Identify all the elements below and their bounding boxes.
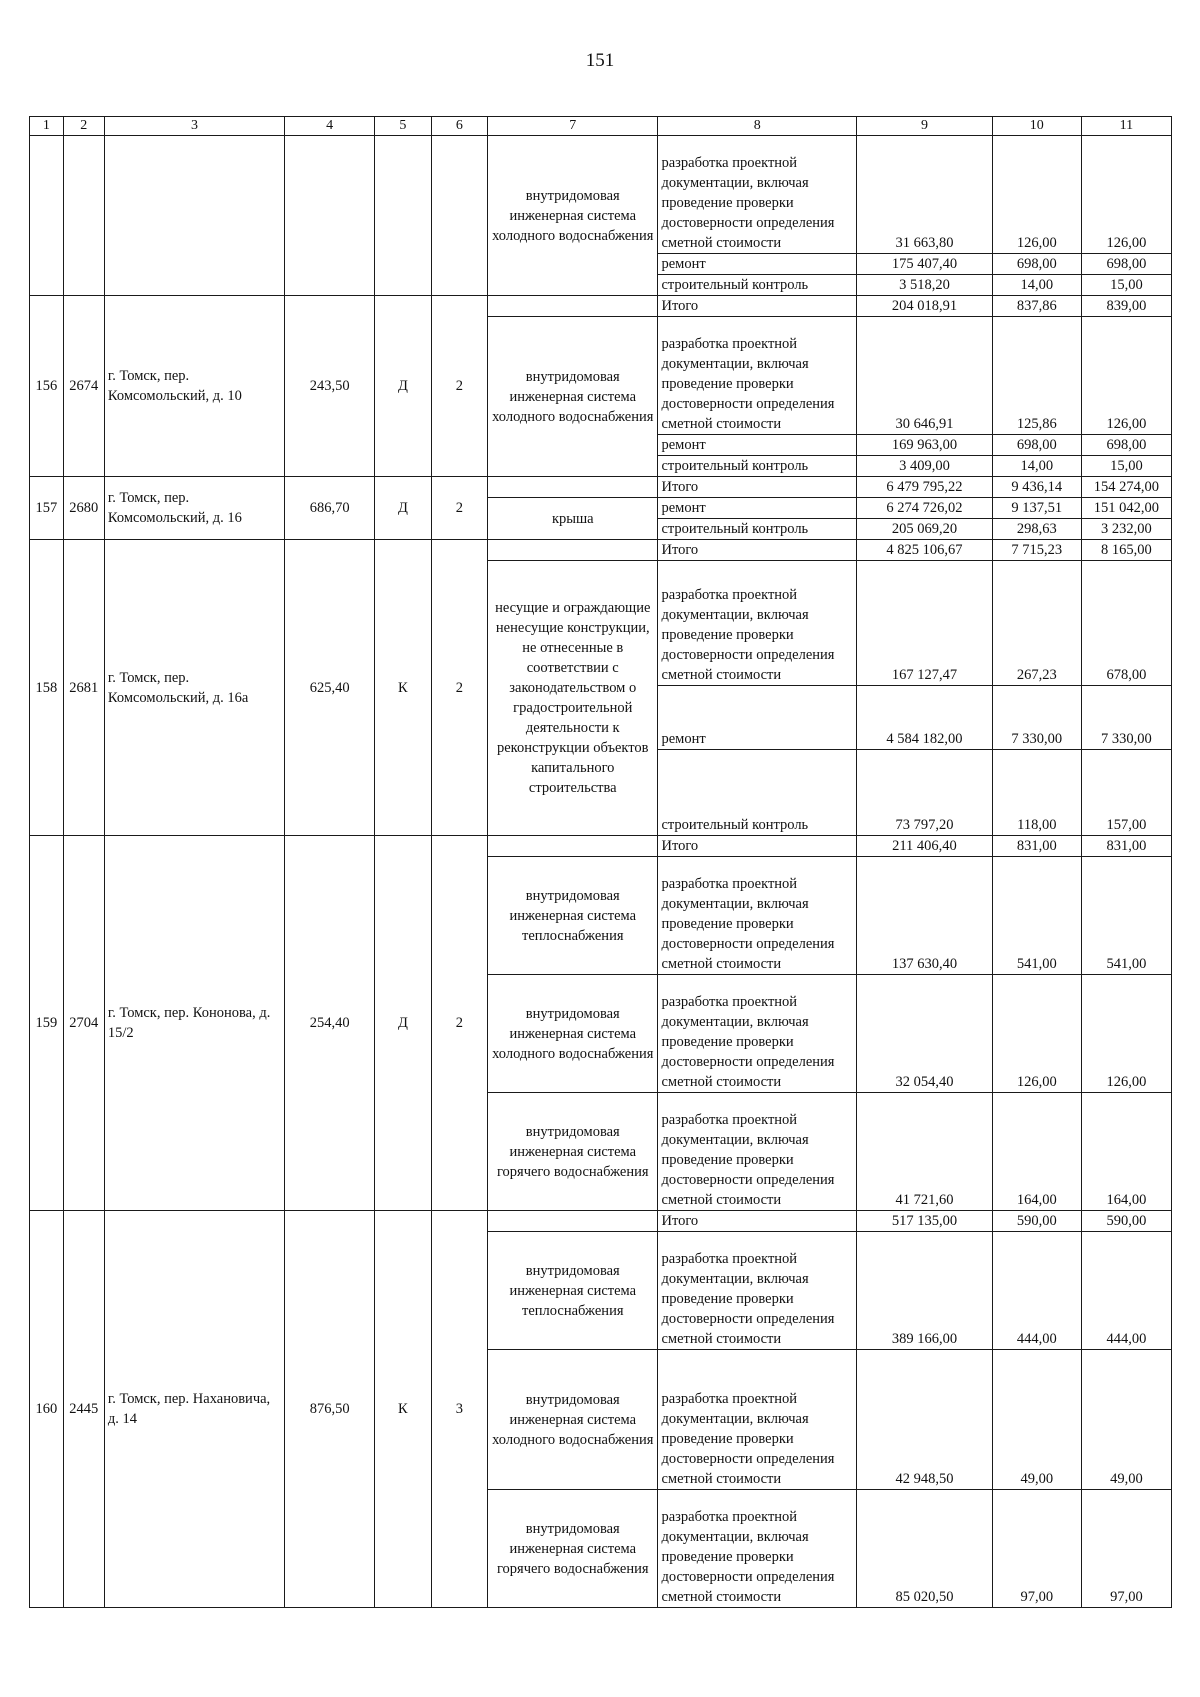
empty-cell <box>488 540 658 561</box>
cost-cell: 517 135,00 <box>857 1211 993 1232</box>
cost-cell: 125,86 <box>992 317 1081 435</box>
work-type: ремонт <box>658 435 857 456</box>
row-number: 160 <box>30 1211 64 1608</box>
system-name: внутридомовая инженерная система холодного водоснабжения <box>488 136 658 296</box>
system-name: внутридомовая инженерная система теплоснабжения <box>488 1232 658 1350</box>
cost-cell: 3 232,00 <box>1081 519 1171 540</box>
work-type: разработка проектной документации, включая проведение проверки достоверности определения сметной стоимости <box>658 561 857 686</box>
cost-cell: 9 137,51 <box>992 498 1081 519</box>
cost-cell: 541,00 <box>992 857 1081 975</box>
table-row <box>30 477 1172 498</box>
cost-cell: 15,00 <box>1081 456 1171 477</box>
cost-cell: 444,00 <box>992 1232 1081 1350</box>
cost-cell: 97,00 <box>1081 1490 1171 1608</box>
header-row <box>30 117 1172 136</box>
cost-cell: 7 715,23 <box>992 540 1081 561</box>
cost-cell: 9 436,14 <box>992 477 1081 498</box>
cost-cell: 41 721,60 <box>857 1093 993 1211</box>
col-header-11: 11 <box>1081 117 1171 136</box>
cost-cell: 175 407,40 <box>857 254 993 275</box>
address: г. Томск, пер. Кононова, д. 15/2 <box>104 836 284 1211</box>
col6-value: 2 <box>431 836 487 1211</box>
col6-value: 3 <box>431 1211 487 1608</box>
house-code: 2704 <box>63 836 104 1211</box>
system-name: внутридомовая инженерная система горячего водоснабжения <box>488 1093 658 1211</box>
work-type: разработка проектной документации, включая проведение проверки достоверности определения сметной стоимости <box>658 1350 857 1490</box>
cost-cell: 126,00 <box>992 975 1081 1093</box>
work-type: Итого <box>658 540 857 561</box>
col6-value: 2 <box>431 477 487 540</box>
col-header-5: 5 <box>375 117 431 136</box>
cont-cell <box>431 136 487 296</box>
work-type: строительный контроль <box>658 275 857 296</box>
table-row <box>30 296 1172 317</box>
work-type: разработка проектной документации, включая проведение проверки достоверности определения сметной стоимости <box>658 1490 857 1608</box>
col-header-2: 2 <box>63 117 104 136</box>
cost-cell: 169 963,00 <box>857 435 993 456</box>
cont-cell <box>375 136 431 296</box>
house-type: Д <box>375 477 431 540</box>
cost-cell: 444,00 <box>1081 1232 1171 1350</box>
cost-cell: 14,00 <box>992 275 1081 296</box>
cost-cell: 204 018,91 <box>857 296 993 317</box>
cost-cell: 3 518,20 <box>857 275 993 296</box>
cont-cell <box>63 136 104 296</box>
cost-cell: 837,86 <box>992 296 1081 317</box>
row-number: 156 <box>30 296 64 477</box>
cont-cell <box>30 136 64 296</box>
work-type: Итого <box>658 296 857 317</box>
house-code: 2445 <box>63 1211 104 1608</box>
cost-cell: 590,00 <box>992 1211 1081 1232</box>
cost-cell: 14,00 <box>992 456 1081 477</box>
work-type: ремонт <box>658 498 857 519</box>
cost-cell: 126,00 <box>992 136 1081 254</box>
work-type: разработка проектной документации, включая проведение проверки достоверности определения сметной стоимости <box>658 975 857 1093</box>
cost-cell: 6 479 795,22 <box>857 477 993 498</box>
cost-cell: 167 127,47 <box>857 561 993 686</box>
work-type: разработка проектной документации, включая проведение проверки достоверности определения сметной стоимости <box>658 857 857 975</box>
cost-cell: 6 274 726,02 <box>857 498 993 519</box>
cont-cell <box>285 136 375 296</box>
cost-cell: 126,00 <box>1081 136 1171 254</box>
col-header-4: 4 <box>285 117 375 136</box>
house-code: 2674 <box>63 296 104 477</box>
cost-cell: 42 948,50 <box>857 1350 993 1490</box>
house-type: К <box>375 1211 431 1608</box>
cost-cell: 157,00 <box>1081 750 1171 836</box>
work-type: разработка проектной документации, включая проведение проверки достоверности определения сметной стоимости <box>658 1232 857 1350</box>
table-row <box>30 136 1172 254</box>
cost-cell: 30 646,91 <box>857 317 993 435</box>
area: 625,40 <box>285 540 375 836</box>
cont-cell <box>104 136 284 296</box>
house-type: Д <box>375 296 431 477</box>
col-header-3: 3 <box>104 117 284 136</box>
row-number: 159 <box>30 836 64 1211</box>
work-type: Итого <box>658 1211 857 1232</box>
cost-cell: 839,00 <box>1081 296 1171 317</box>
system-name: крыша <box>488 498 658 540</box>
cost-cell: 85 020,50 <box>857 1490 993 1608</box>
empty-cell <box>488 477 658 498</box>
system-name: несущие и ограждающие ненесущие конструкции, не отнесенные в соответствии с законодательством о градостроительной деятельности к реконструкции объектов капитального строительства <box>488 561 658 836</box>
row-number: 157 <box>30 477 64 540</box>
address: г. Томск, пер. Комсомольский, д. 16а <box>104 540 284 836</box>
works-table <box>29 116 1172 1608</box>
cost-cell: 831,00 <box>1081 836 1171 857</box>
work-type: разработка проектной документации, включая проведение проверки достоверности определения сметной стоимости <box>658 317 857 435</box>
cost-cell: 8 165,00 <box>1081 540 1171 561</box>
area: 876,50 <box>285 1211 375 1608</box>
address: г. Томск, пер. Комсомольский, д. 16 <box>104 477 284 540</box>
work-type: ремонт <box>658 254 857 275</box>
cost-cell: 298,63 <box>992 519 1081 540</box>
cost-cell: 698,00 <box>1081 254 1171 275</box>
house-type: Д <box>375 836 431 1211</box>
empty-cell <box>488 836 658 857</box>
cost-cell: 126,00 <box>1081 317 1171 435</box>
cost-cell: 4 584 182,00 <box>857 686 993 750</box>
empty-cell <box>488 1211 658 1232</box>
cost-cell: 73 797,20 <box>857 750 993 836</box>
cost-cell: 7 330,00 <box>992 686 1081 750</box>
cost-cell: 678,00 <box>1081 561 1171 686</box>
cost-cell: 164,00 <box>992 1093 1081 1211</box>
cost-cell: 541,00 <box>1081 857 1171 975</box>
cost-cell: 154 274,00 <box>1081 477 1171 498</box>
cost-cell: 31 663,80 <box>857 136 993 254</box>
system-name: внутридомовая инженерная система холодного водоснабжения <box>488 317 658 477</box>
cost-cell: 3 409,00 <box>857 456 993 477</box>
cost-cell: 126,00 <box>1081 975 1171 1093</box>
work-type: строительный контроль <box>658 456 857 477</box>
cost-cell: 698,00 <box>992 435 1081 456</box>
col-header-9: 9 <box>857 117 993 136</box>
cost-cell: 205 069,20 <box>857 519 993 540</box>
cost-cell: 211 406,40 <box>857 836 993 857</box>
table-row <box>30 1211 1172 1232</box>
cost-cell: 389 166,00 <box>857 1232 993 1350</box>
cost-cell: 32 054,40 <box>857 975 993 1093</box>
house-type: К <box>375 540 431 836</box>
row-number: 158 <box>30 540 64 836</box>
cost-cell: 49,00 <box>1081 1350 1171 1490</box>
system-name: внутридомовая инженерная система горячего водоснабжения <box>488 1490 658 1608</box>
work-type: ремонт <box>658 686 857 750</box>
cost-cell: 15,00 <box>1081 275 1171 296</box>
col-header-8: 8 <box>658 117 857 136</box>
cost-cell: 97,00 <box>992 1490 1081 1608</box>
cost-cell: 4 825 106,67 <box>857 540 993 561</box>
cost-cell: 831,00 <box>992 836 1081 857</box>
col-header-10: 10 <box>992 117 1081 136</box>
empty-cell <box>488 296 658 317</box>
col6-value: 2 <box>431 540 487 836</box>
cost-cell: 49,00 <box>992 1350 1081 1490</box>
table-row <box>30 540 1172 561</box>
work-type: строительный контроль <box>658 519 857 540</box>
page-number: 151 <box>585 50 615 71</box>
cost-cell: 151 042,00 <box>1081 498 1171 519</box>
work-type: Итого <box>658 477 857 498</box>
table-row <box>30 836 1172 857</box>
address: г. Томск, пер. Нахановича, д. 14 <box>104 1211 284 1608</box>
col-header-6: 6 <box>431 117 487 136</box>
system-name: внутридомовая инженерная система теплоснабжения <box>488 857 658 975</box>
house-code: 2680 <box>63 477 104 540</box>
cost-cell: 118,00 <box>992 750 1081 836</box>
system-name: внутридомовая инженерная система холодного водоснабжения <box>488 975 658 1093</box>
work-type: строительный контроль <box>658 750 857 836</box>
cost-cell: 267,23 <box>992 561 1081 686</box>
address: г. Томск, пер. Комсомольский, д. 10 <box>104 296 284 477</box>
house-code: 2681 <box>63 540 104 836</box>
cost-cell: 590,00 <box>1081 1211 1171 1232</box>
cost-cell: 137 630,40 <box>857 857 993 975</box>
area: 686,70 <box>285 477 375 540</box>
area: 254,40 <box>285 836 375 1211</box>
cost-cell: 698,00 <box>1081 435 1171 456</box>
area: 243,50 <box>285 296 375 477</box>
col6-value: 2 <box>431 296 487 477</box>
col-header-7: 7 <box>488 117 658 136</box>
cost-cell: 7 330,00 <box>1081 686 1171 750</box>
system-name: внутридомовая инженерная система холодного водоснабжения <box>488 1350 658 1490</box>
cost-cell: 164,00 <box>1081 1093 1171 1211</box>
cost-cell: 698,00 <box>992 254 1081 275</box>
work-type: разработка проектной документации, включая проведение проверки достоверности определения сметной стоимости <box>658 136 857 254</box>
work-type: разработка проектной документации, включая проведение проверки достоверности определения сметной стоимости <box>658 1093 857 1211</box>
work-type: Итого <box>658 836 857 857</box>
col-header-1: 1 <box>30 117 64 136</box>
